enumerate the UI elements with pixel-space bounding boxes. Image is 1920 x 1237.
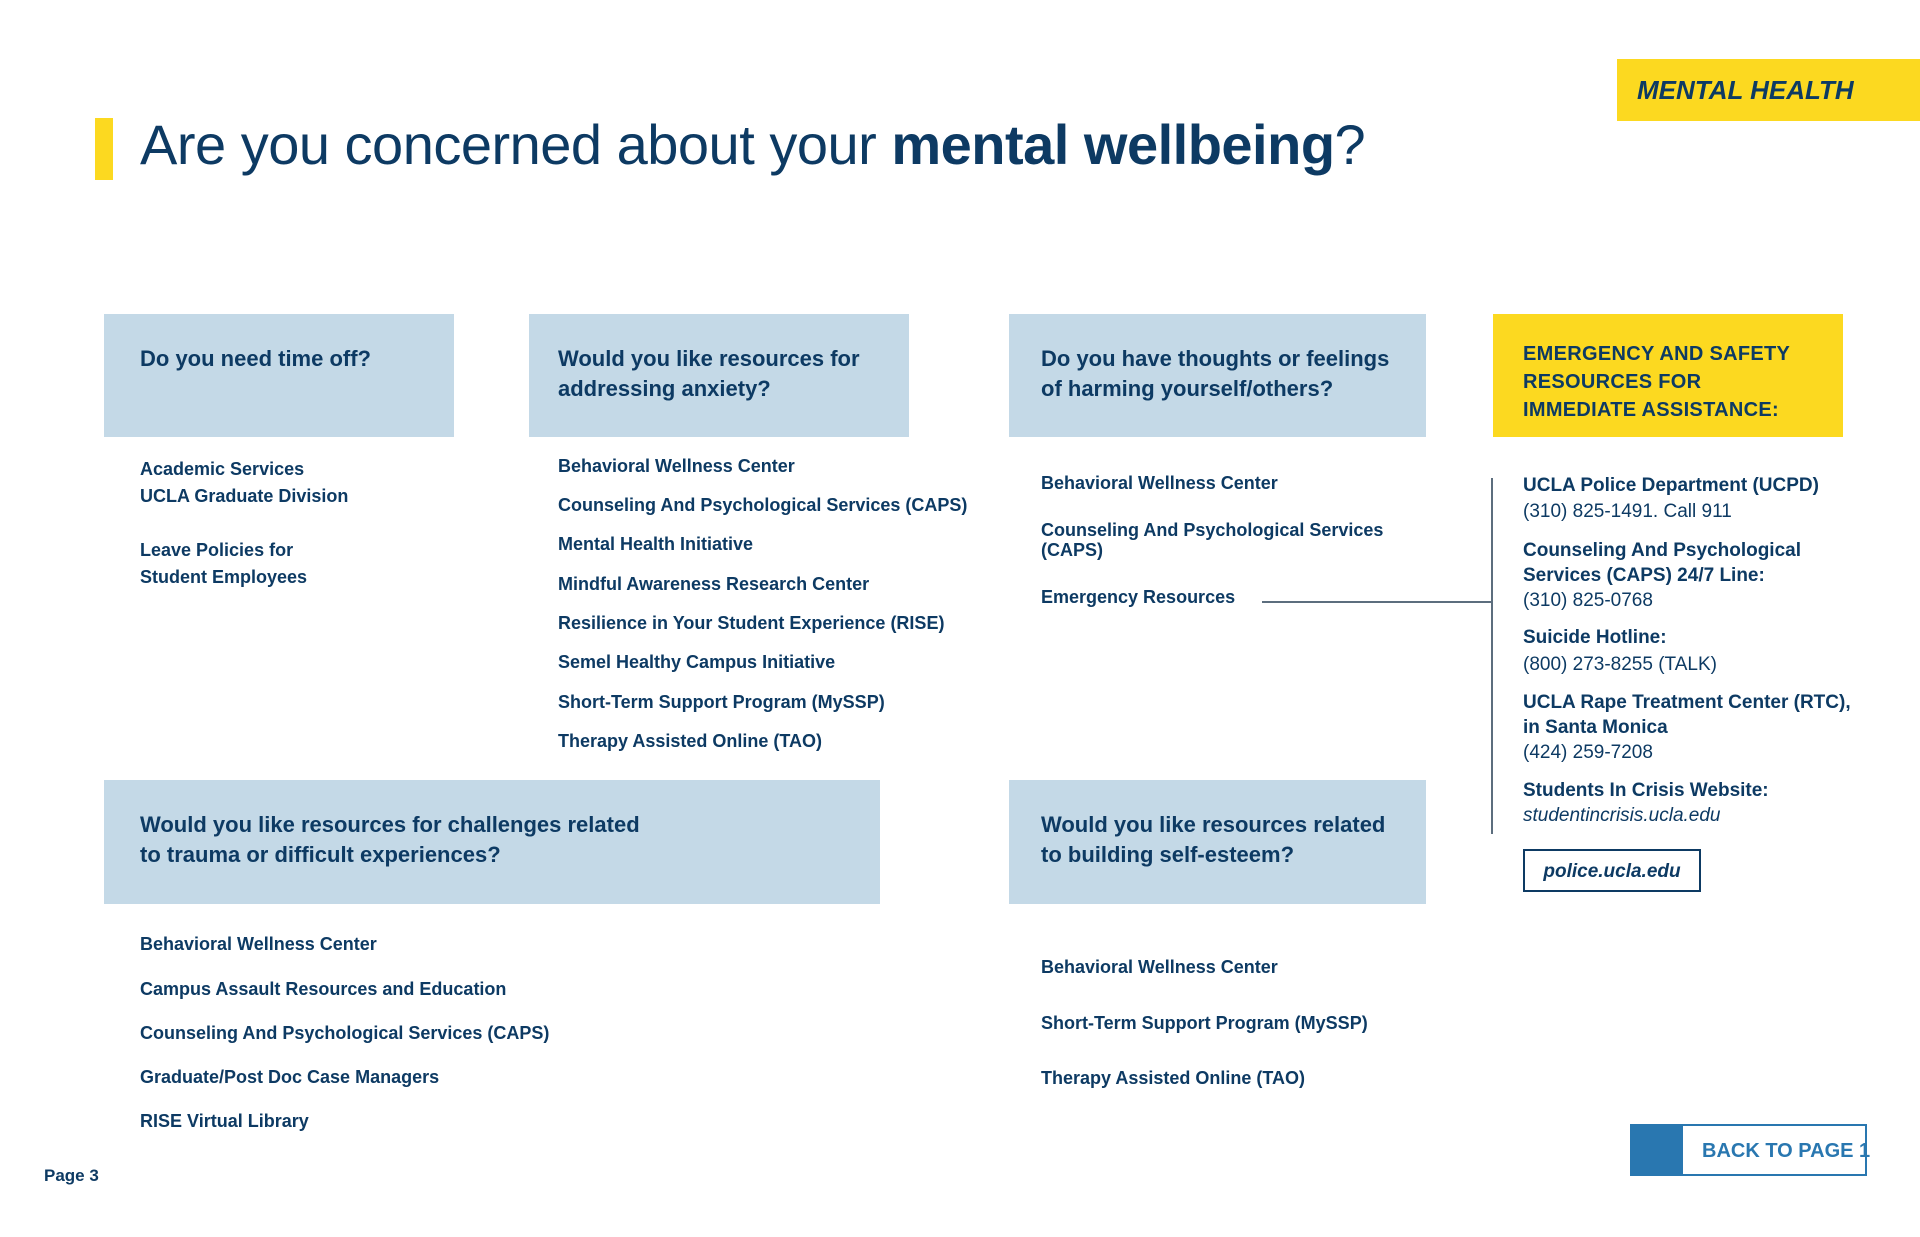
question-box-time-off bbox=[104, 314, 454, 437]
crisis-website-name: Students In Crisis Website: bbox=[1523, 780, 1769, 801]
link-myssp[interactable]: Short-Term Support Program (MySSP) bbox=[1041, 1013, 1368, 1033]
page-title: Are you concerned about your mental wellbeing? bbox=[140, 113, 1366, 176]
link-rise-virtual-library[interactable]: RISE Virtual Library bbox=[140, 1111, 309, 1131]
link-ucla-graduate-division[interactable]: UCLA Graduate Division bbox=[140, 486, 349, 506]
emergency-box bbox=[1493, 314, 1843, 437]
link-mental-health-initiative[interactable]: Mental Health Initiative bbox=[558, 534, 754, 554]
link-academic-services[interactable]: Academic Services bbox=[140, 459, 305, 479]
crisis-website-link[interactable]: studentincrisis.ucla.edu bbox=[1523, 805, 1721, 826]
link-student-employees[interactable]: Student Employees bbox=[140, 567, 308, 587]
question-anxiety: Would you like resources for addressing anxiety? bbox=[558, 346, 860, 401]
link-leave-policies[interactable]: Leave Policies for bbox=[140, 540, 294, 560]
question-harm: Do you have thoughts or feelings of harming yourself/others? bbox=[1041, 346, 1390, 401]
back-to-page-1-button[interactable]: BACK TO PAGE 1 bbox=[1630, 1124, 1867, 1176]
link-caps[interactable]: Counseling And Psychological Services (CAPS) bbox=[558, 495, 968, 515]
link-case-managers[interactable]: Graduate/Post Doc Case Managers bbox=[140, 1067, 440, 1087]
link-campus-assault-resources[interactable]: Campus Assault Resources and Education bbox=[140, 979, 507, 999]
link-behavioral-wellness-center[interactable]: Behavioral Wellness Center bbox=[1041, 957, 1278, 977]
link-semel[interactable]: Semel Healthy Campus Initiative bbox=[558, 652, 836, 672]
suicide-hotline-phone: (800) 273-8255 (TALK) bbox=[1523, 654, 1717, 675]
link-rise[interactable]: Resilience in Your Student Experience (RISE) bbox=[558, 613, 945, 633]
ucpd-phone: (310) 825-1491. Call 911 bbox=[1523, 501, 1732, 522]
link-behavioral-wellness-center[interactable]: Behavioral Wellness Center bbox=[140, 934, 377, 954]
question-box-anxiety bbox=[529, 314, 909, 437]
question-box-self-esteem bbox=[1009, 780, 1426, 904]
link-tao[interactable]: Therapy Assisted Online (TAO) bbox=[558, 731, 823, 751]
section-tag: MENTAL HEALTH bbox=[1617, 59, 1920, 121]
page-number: Page 3 bbox=[44, 1166, 99, 1185]
link-caps-abbrev[interactable]: (CAPS) bbox=[1041, 540, 1103, 560]
emergency-heading: EMERGENCY AND SAFETY RESOURCES FOR IMMEDIATE ASSISTANCE: bbox=[1523, 343, 1791, 421]
link-emergency-resources[interactable]: Emergency Resources bbox=[1041, 587, 1236, 607]
rtc-phone: (424) 259-7208 bbox=[1523, 742, 1653, 763]
caps-line-phone: (310) 825-0768 bbox=[1523, 590, 1653, 611]
caps-line-name: Counseling And Psychological Services (CAPS) 24/7 Line: bbox=[1523, 540, 1801, 586]
link-behavioral-wellness-center[interactable]: Behavioral Wellness Center bbox=[1041, 473, 1278, 493]
link-caps[interactable]: Counseling And Psychological Services bbox=[1041, 520, 1384, 540]
rtc-name: UCLA Rape Treatment Center (RTC), in Santa Monica bbox=[1523, 692, 1851, 738]
title-accent-bar bbox=[95, 118, 113, 180]
link-mindful-awareness[interactable]: Mindful Awareness Research Center bbox=[558, 574, 870, 594]
question-trauma: Would you like resources for challenges related to trauma or difficult experiences? bbox=[140, 812, 640, 867]
question-box-harm bbox=[1009, 314, 1426, 437]
link-tao[interactable]: Therapy Assisted Online (TAO) bbox=[1041, 1068, 1306, 1088]
question-self-esteem: Would you like resources related to building self-esteem? bbox=[1041, 812, 1386, 867]
connector-line bbox=[1262, 601, 1492, 603]
police-link-button[interactable]: police.ucla.edu bbox=[1523, 849, 1701, 892]
link-myssp[interactable]: Short-Term Support Program (MySSP) bbox=[558, 692, 885, 712]
ucpd-name: UCLA Police Department (UCPD) bbox=[1523, 475, 1819, 496]
emergency-divider-line bbox=[1491, 478, 1493, 834]
link-behavioral-wellness-center[interactable]: Behavioral Wellness Center bbox=[558, 456, 795, 476]
suicide-hotline-name: Suicide Hotline: bbox=[1523, 627, 1667, 648]
link-caps[interactable]: Counseling And Psychological Services (CAPS) bbox=[140, 1023, 550, 1043]
question-time-off: Do you need time off? bbox=[140, 346, 371, 371]
back-button-accent bbox=[1632, 1126, 1683, 1174]
question-box-trauma bbox=[104, 780, 880, 904]
